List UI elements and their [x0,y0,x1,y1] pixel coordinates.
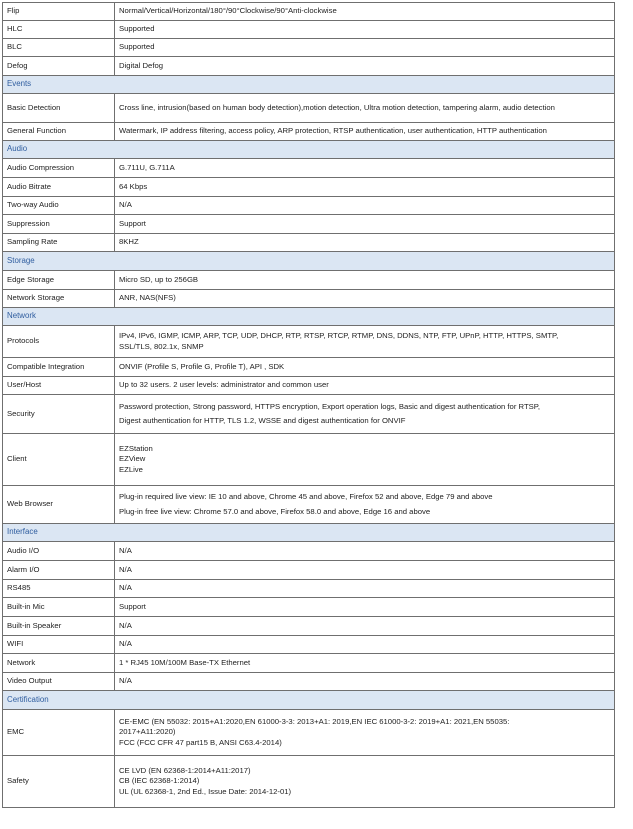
spec-label: Audio I/O [3,542,115,561]
spec-value [115,486,615,524]
spec-label: User/Host [3,377,115,395]
spec-label: Suppression [3,215,115,234]
section-title: Network [3,308,615,326]
spec-row [3,290,615,308]
spec-label: Network Storage [3,290,115,308]
spec-value-line: SSL/TLS, 802.1x, SNMP [119,341,204,351]
spec-label: Network [3,654,115,673]
spec-value-line: CE LVD (EN 62368-1:2014+A11:2017) [119,765,251,775]
spec-value [115,395,615,434]
spec-value: Normal/Vertical/Horizontal/180°/90°Clockwise/90°Anti-clockwise [115,3,615,21]
spec-label: Flip [3,3,115,21]
spec-value-line: FCC (FCC CFR 47 part15 B, ANSI C63.4-2014) [119,737,282,747]
spec-label: Alarm I/O [3,561,115,580]
spec-value [115,710,615,756]
spec-row [3,654,615,673]
spec-value: N/A [115,561,615,580]
spec-label: EMC [3,710,115,756]
spec-row [3,434,615,486]
spec-value: Support [115,215,615,234]
spec-value [115,756,615,808]
spec-value-line: Digest authentication for HTTP, TLS 1.2, WSSE and digest authentication for ONVIF [119,416,406,425]
spec-value-line: UL (UL 62368-1, 2nd Ed., Issue Date: 2014-12-01) [119,786,292,796]
spec-value-line: Plug-in required live view: IE 10 and above, Chrome 45 and above, Firefox 52 and above, Edge 79 and above [119,492,493,502]
spec-row [3,21,615,39]
spec-label: RS485 [3,580,115,598]
spec-value: ANR, NAS(NFS) [115,290,615,308]
section-title: Storage [3,252,615,271]
spec-value: 64 Kbps [115,178,615,197]
spec-row [3,358,615,377]
spec-value: N/A [115,197,615,215]
spec-value: ONVIF (Profile S, Profile G, Profile T), API , SDK [115,358,615,377]
spec-row [3,215,615,234]
section-header-row [3,252,615,271]
spec-value: G.711U, G.711A [115,159,615,178]
spec-value-line: IPv4, IPv6, IGMP, ICMP, ARP, TCP, UDP, DHCP, RTP, RTSP, RTCP, RTMP, DNS, DDNS, NTP, FTP, UPnP, HTTP, HTTPS, SMTP, [119,331,559,341]
spec-label: Video Output [3,673,115,691]
spec-row [3,710,615,756]
spec-label: Sampling Rate [3,234,115,252]
spec-row [3,636,615,654]
spec-value-line: EZView [119,454,146,464]
spec-label: Web Browser [3,486,115,524]
spec-value: N/A [115,673,615,691]
section-header-row [3,141,615,159]
spec-value-line: CB (IEC 62368-1:2014) [119,776,200,786]
spec-value [115,434,615,486]
spec-table-body [3,3,615,808]
spec-label: HLC [3,21,115,39]
section-title: Interface [3,524,615,542]
spec-value-line: 2017+A11:2020) [119,727,176,737]
spec-row [3,486,615,524]
spec-value: N/A [115,636,615,654]
spec-row [3,673,615,691]
spec-value: 8KHZ [115,234,615,252]
spec-row [3,598,615,617]
spec-table [2,2,615,808]
section-header-row [3,308,615,326]
spec-value: Supported [115,21,615,39]
spec-row [3,178,615,197]
spec-value: Digital Defog [115,57,615,76]
spec-value-line: EZLive [119,464,143,474]
spec-value-line: Plug-in free live view: Chrome 57.0 and above, Firefox 58.0 and above, Edge 16 and above [119,506,431,516]
spec-row [3,123,615,141]
spec-label: Audio Bitrate [3,178,115,197]
spec-value: N/A [115,580,615,598]
spec-value-line: Password protection, Strong password, HTTPS encryption, Export operation logs, Basic and digest authentication for RTSP, [119,401,541,411]
spec-row [3,377,615,395]
spec-row [3,617,615,636]
spec-row [3,271,615,290]
spec-row [3,756,615,808]
spec-row [3,3,615,21]
spec-value: 1 * RJ45 10M/100M Base-TX Ethernet [115,654,615,673]
spec-label: General Function [3,123,115,141]
section-title: Audio [3,141,615,159]
spec-label: Security [3,395,115,434]
spec-value-line: EZStation [119,443,153,453]
spec-label: Edge Storage [3,271,115,290]
spec-row [3,542,615,561]
spec-value: Supported [115,39,615,57]
section-title: Certification [3,691,615,710]
section-header-row [3,76,615,94]
spec-row [3,395,615,434]
spec-row [3,39,615,57]
spec-value: N/A [115,617,615,636]
spec-label: Protocols [3,326,115,358]
spec-label: Basic Detection [3,94,115,123]
spec-value: Cross line, intrusion(based on human body detection),motion detection, Ultra motion detection, tampering alarm, audio detection [115,94,615,123]
spec-value: Micro SD, up to 256GB [115,271,615,290]
spec-label: Two-way Audio [3,197,115,215]
spec-label: Client [3,434,115,486]
spec-row [3,94,615,123]
spec-row [3,159,615,178]
spec-value: Support [115,598,615,617]
spec-row [3,580,615,598]
spec-value [115,326,615,358]
spec-value: Watermark, IP address filtering, access policy, ARP protection, RTSP authentication, user authentication, HTTP authentication [115,123,615,141]
spec-row [3,57,615,76]
spec-label: Built-in Speaker [3,617,115,636]
spec-label: Built-in Mic [3,598,115,617]
spec-row [3,561,615,580]
section-title: Events [3,76,615,94]
spec-label: Safety [3,756,115,808]
section-header-row [3,691,615,710]
section-header-row [3,524,615,542]
spec-value-line: CE-EMC (EN 55032: 2015+A1:2020,EN 61000-3-3: 2013+A1: 2019,EN IEC 61000-3-2: 2019+A1: 2021,EN 55035: [119,716,510,726]
spec-row [3,197,615,215]
spec-value: N/A [115,542,615,561]
spec-value: Up to 32 users. 2 user levels: administrator and common user [115,377,615,395]
spec-label: Compatible Integration [3,358,115,377]
spec-row [3,326,615,358]
spec-label: Defog [3,57,115,76]
spec-label: BLC [3,39,115,57]
spec-label: Audio Compression [3,159,115,178]
spec-row [3,234,615,252]
spec-label: WIFI [3,636,115,654]
